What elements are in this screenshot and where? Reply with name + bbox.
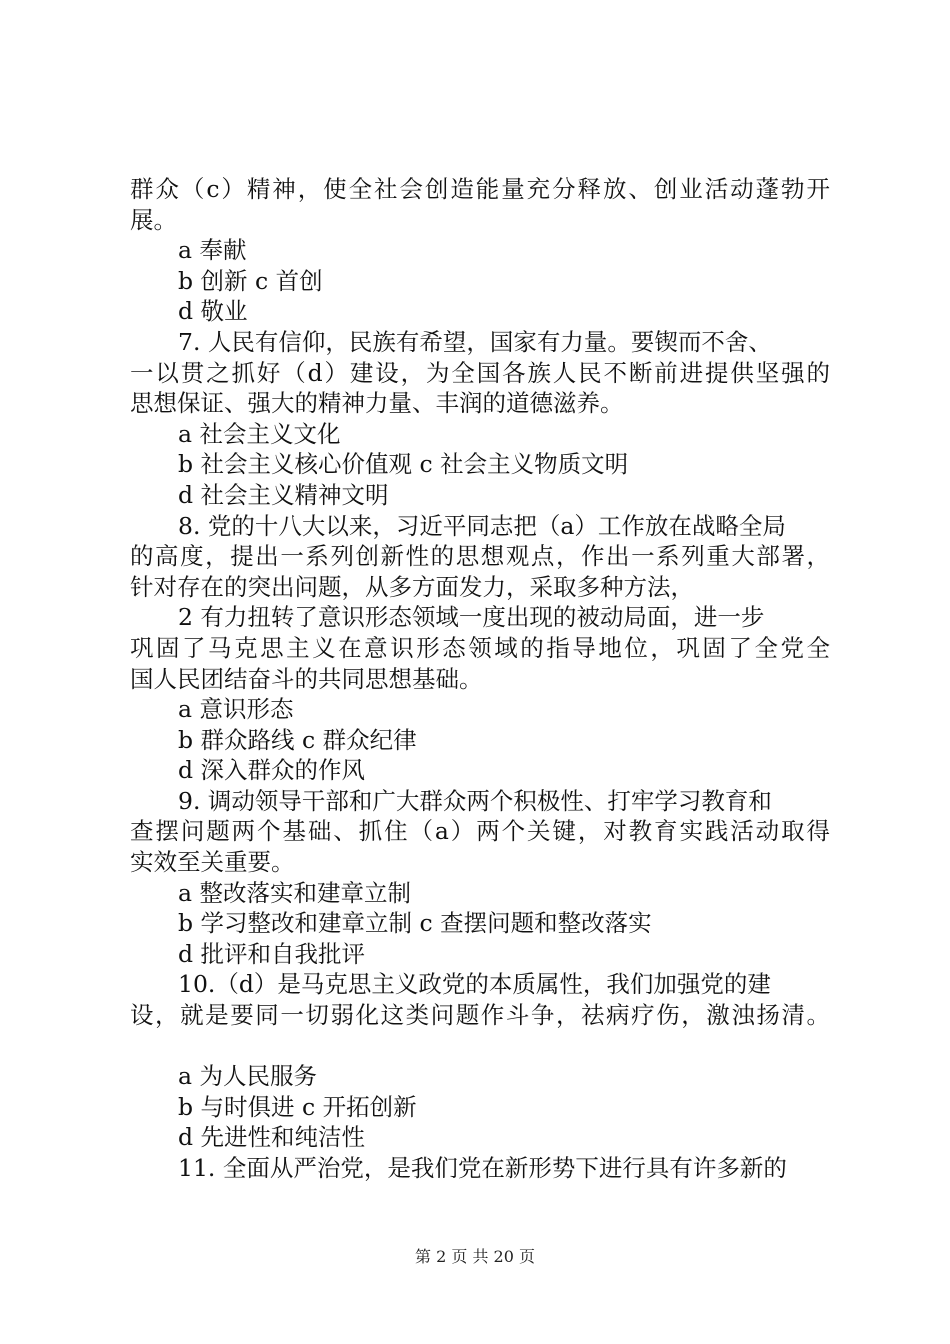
paragraph-line: 群众（c）精神，使全社会创造能量充分释放、创业活动蓬勃开	[130, 175, 830, 203]
answer-option: a 整改落实和建章立制	[178, 878, 411, 907]
blank-line	[130, 1031, 830, 1062]
answer-option: a 为人民服务	[178, 1062, 317, 1091]
answer-option: a 社会主义文化	[178, 419, 341, 448]
paragraph-line: 设，就是要同一切弱化这类问题作斗争，祛病疗伤，激浊扬清。	[130, 1001, 830, 1030]
question-start: 9. 调动领导干部和广大群众两个积极性、打牢学习教育和	[178, 786, 772, 815]
paragraph-line: 思想保证、强大的精神力量、丰润的道德滋养。	[130, 389, 624, 418]
paragraph-line: 巩固了马克思主义在意识形态领域的指导地位，巩固了全党全	[130, 633, 830, 662]
paragraph-line: 实效至关重要。	[130, 848, 295, 877]
question-start: 7. 人民有信仰，民族有希望，国家有力量。要锲而不舍、	[178, 327, 772, 356]
answer-option: b 创新 c 首创	[178, 266, 323, 295]
answer-option: d 批评和自我批评	[178, 939, 366, 968]
answer-option: d 社会主义精神文明	[178, 480, 389, 509]
question-start: 2 有力扭转了意识形态领域一度出现的被动局面，进一步	[178, 603, 765, 632]
question-start: 10.（d）是马克思主义政党的本质属性，我们加强党的建	[178, 970, 771, 999]
answer-option: b 与时俱进 c 开拓创新	[178, 1092, 417, 1121]
answer-option: d 先进性和纯洁性	[178, 1123, 366, 1152]
question-start: 8. 党的十八大以来，习近平同志把（a）工作放在战略全局	[178, 511, 786, 540]
answer-option: b 社会主义核心价值观 c 社会主义物质文明	[178, 450, 629, 479]
answer-option: b 群众路线 c 群众纪律	[178, 725, 417, 754]
paragraph-line: 的高度，提出一系列创新性的思想观点，作出一系列重大部署，	[130, 542, 830, 571]
answer-option: a 奉献	[178, 236, 247, 265]
paragraph-line: 展。	[130, 205, 177, 234]
question-start: 11. 全面从严治党，是我们党在新形势下进行具有许多新的	[178, 1154, 787, 1182]
answer-option: d 敬业	[178, 297, 248, 326]
paragraph-line: 查摆问题两个基础、抓住（a）两个关键，对教育实践活动取得	[130, 817, 830, 846]
paragraph-line: 一以贯之抓好（d）建设，为全国各族人民不断前进提供坚强的	[130, 358, 830, 387]
page-footer: 第 2 页 共 20 页	[415, 1247, 535, 1266]
paragraph-line: 针对存在的突出问题，从多方面发力，采取多种方法，	[130, 572, 694, 601]
document-body	[130, 174, 830, 1184]
answer-option: b 学习整改和建章立制 c 查摆问题和整改落实	[178, 909, 652, 938]
answer-option: a 意识形态	[178, 695, 294, 724]
paragraph-line: 国人民团结奋斗的共同思想基础。	[130, 664, 483, 693]
answer-option: d 深入群众的作风	[178, 756, 366, 785]
